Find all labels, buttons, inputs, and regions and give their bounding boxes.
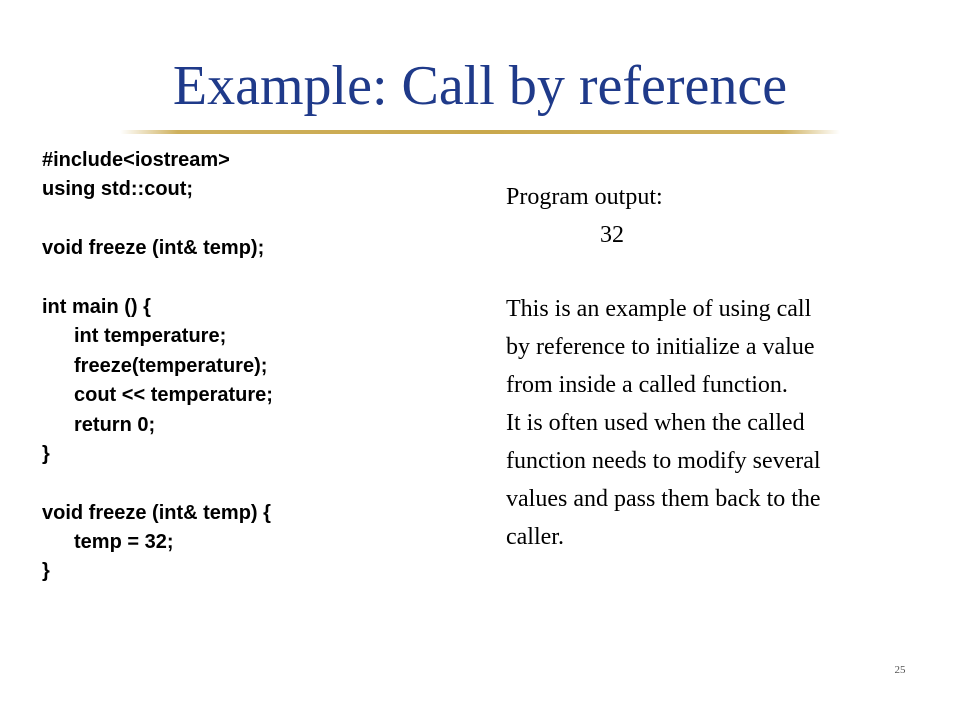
description-line: caller. <box>506 524 564 550</box>
code-line-blank <box>42 205 273 234</box>
code-line-blank <box>42 469 273 498</box>
spacer <box>506 254 936 290</box>
code-listing <box>42 146 273 587</box>
description-line: values and pass them back to the <box>506 486 821 512</box>
slide-title: Example: Call by reference <box>172 55 788 117</box>
output-panel <box>506 178 936 556</box>
description-line: function needs to modify several <box>506 448 821 474</box>
code-line: #include<iostream> <box>42 149 230 171</box>
code-line: using std::cout; <box>42 178 194 201</box>
code-line: int temperature; <box>74 325 227 348</box>
description-line: by reference to initialize a value <box>506 334 815 360</box>
output-value: 32 <box>600 222 624 248</box>
code-line: temp = 32; <box>74 531 174 554</box>
description-line: This is an example of using call <box>506 296 812 322</box>
code-line: return 0; <box>74 413 156 436</box>
code-line: } <box>42 442 50 465</box>
code-line: cout << temperature; <box>74 384 273 407</box>
page-number: 25 <box>894 664 906 676</box>
title-underline-rule <box>120 130 840 134</box>
description-line: It is often used when the called <box>506 410 805 436</box>
code-line-blank <box>42 264 273 293</box>
code-line: freeze(temperature); <box>74 354 268 377</box>
code-line: void freeze (int& temp) { <box>42 501 271 524</box>
description-line: from inside a called function. <box>506 372 788 398</box>
code-line: void freeze (int& temp); <box>42 237 265 260</box>
code-line: int main () { <box>42 295 151 318</box>
output-label: Program output: <box>506 184 663 210</box>
code-line: } <box>42 560 50 583</box>
